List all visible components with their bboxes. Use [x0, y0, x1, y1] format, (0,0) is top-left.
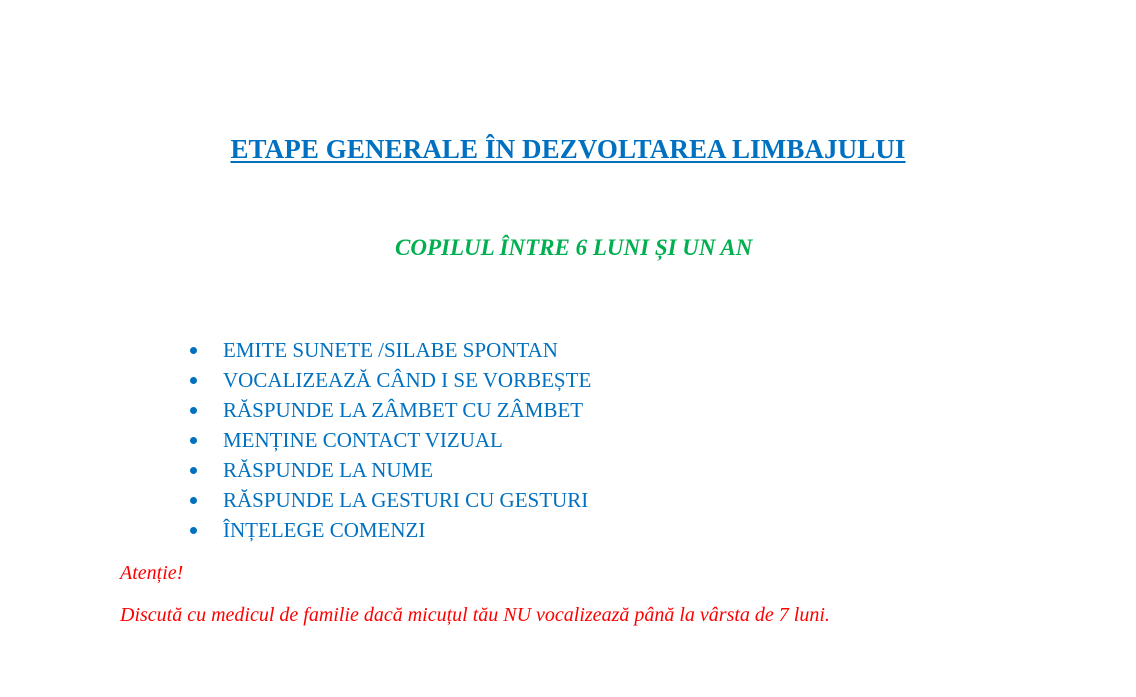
list-item-text: RĂSPUNDE LA GESTURI CU GESTURI: [223, 488, 589, 512]
list-item: [186, 335, 591, 365]
list-item: [186, 365, 591, 395]
warning-label: Atenție!: [120, 562, 184, 584]
document-title: ETAPE GENERALE ÎN DEZVOLTAREA LIMBAJULUI: [230, 134, 906, 164]
section-subtitle: COPILUL ÎNTRE 6 LUNI ȘI UN AN: [395, 235, 753, 260]
list-item: [186, 515, 591, 545]
bullet-icon: [190, 467, 197, 474]
bullet-icon: [190, 377, 197, 384]
milestone-list: [186, 335, 591, 545]
list-item-text: VOCALIZEAZĂ CÂND I SE VORBEȘTE: [223, 368, 592, 392]
list-item: [186, 395, 591, 425]
list-item-text: ÎNȚELEGE COMENZI: [223, 518, 426, 542]
list-item-text: RĂSPUNDE LA NUME: [223, 458, 434, 482]
list-item-text: RĂSPUNDE LA ZÂMBET CU ZÂMBET: [223, 398, 584, 422]
list-item-text: EMITE SUNETE /SILABE SPONTAN: [223, 338, 558, 362]
list-item: [186, 455, 591, 485]
bullet-icon: [190, 497, 197, 504]
list-item: [186, 425, 591, 455]
bullet-icon: [190, 407, 197, 414]
warning-text: Discută cu medicul de familie dacă micuțul tău NU vocalizează până la vârsta de 7 luni.: [120, 604, 830, 626]
bullet-icon: [190, 347, 197, 354]
list-item: [186, 485, 591, 515]
list-item-text: MENȚINE CONTACT VIZUAL: [223, 428, 503, 452]
bullet-icon: [190, 527, 197, 534]
bullet-icon: [190, 437, 197, 444]
